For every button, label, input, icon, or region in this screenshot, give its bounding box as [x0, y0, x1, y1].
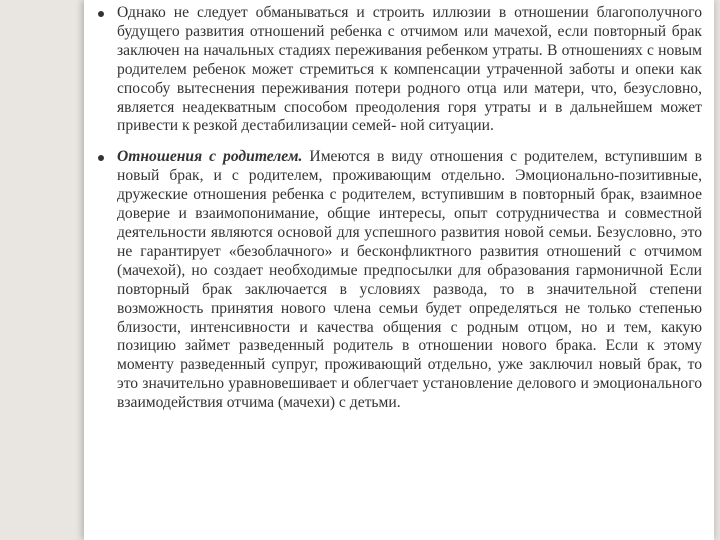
- item-lead: Отношения с родителем.: [117, 148, 303, 166]
- item-text: Имеются в виду отношения с родителем, вступившим в новый брак, и с родителем, проживающим отдельно. Эмоционально-позитивные, дружеские отношения ребенка с родителем, вступившим в повторный брак, взаимное доверие и взаимопонимание, общие интересы, опыт сотрудничества и совместной деятельности являются основой для успешного развития новой семьи. Безусловно, это не гарантирует «безоблачного» и бесконфликтного развития отношений с отчимом (мачехой), но создает необходимые предпосылки для образования гармоничной Если повторный брак заключается в условиях развода, то в значительной степени возможность принятия нового члена семьи будет определяться не только степенью близости, интенсивности и качества общения с родным отцом, но и тем, какую позицию займет разведенный родитель в отношении нового брака. Если к этому моменту разведенный супруг, проживающий отдельно, уже заключил новый брак, то это значительно уравновешивает и облегчает установление делового и эмоционального взаимодействия отчима (мачехи) с детьми.: [117, 148, 702, 412]
- document-page: [84, 0, 714, 540]
- bullet-list: [84, 4, 714, 413]
- bullet-icon: [98, 11, 104, 17]
- bullet-icon: [98, 155, 104, 161]
- list-item: [84, 4, 714, 136]
- item-text: Однако не следует обманываться и строить иллюзии в отношении благополучного будущего развития отношений ребенка с отчимом или мачехой, если повторный брак заключен на начальных стадиях переживания ребенком утраты. В отношениях с новым родителем ребенок может стремиться к компенсации утраченной заботы и опеки как способу вытеснения переживания потери родного отца или матери, что, безусловно, является неадекватным способом преодоления горя утраты и в дальнейшем может привести к резкой дестабилизации семей- ной ситуации.: [117, 4, 702, 135]
- list-item: [84, 148, 714, 413]
